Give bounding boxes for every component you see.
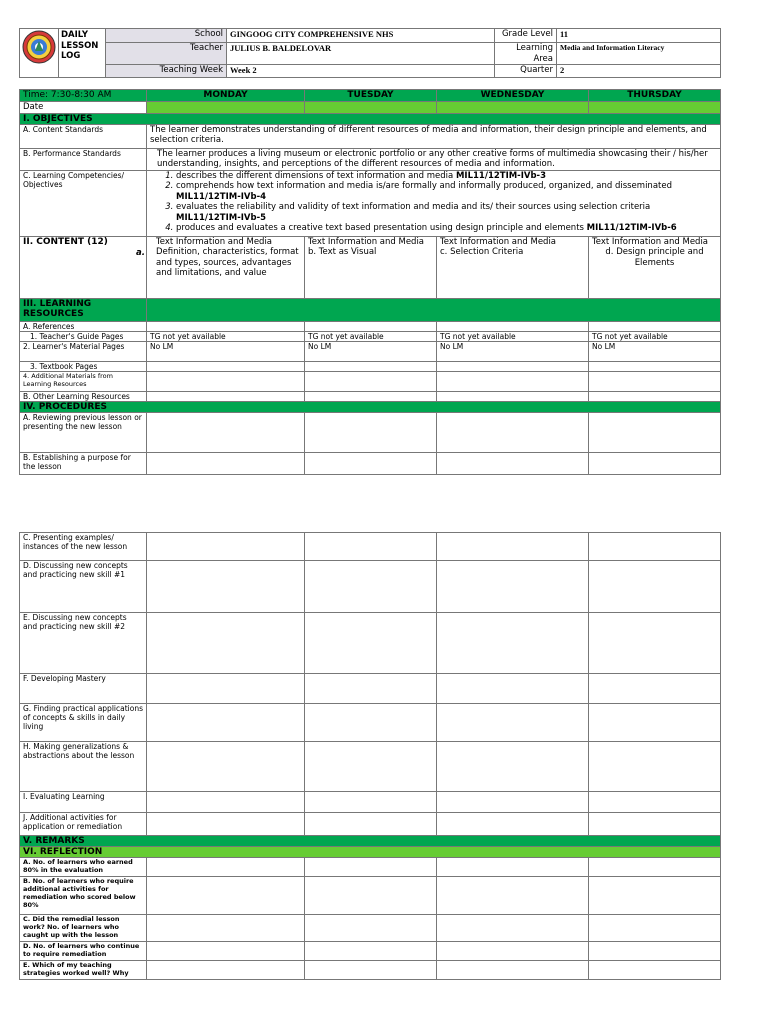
thursday-header: THURSDAY	[589, 90, 721, 102]
week-value: Week 2	[227, 65, 495, 78]
competencies-list	[147, 170, 721, 236]
wednesday-header: WEDNESDAY	[437, 90, 589, 102]
procedure-d-label: D. Discussing new concepts and practicing new skill #1	[20, 561, 147, 613]
week-label: Teaching Week	[106, 65, 227, 78]
reflection-d-label: D. No. of learners who continue to require remediation	[20, 942, 147, 961]
date-thu	[589, 102, 721, 114]
remarks-heading: V. REMARKS	[20, 836, 721, 847]
additional-materials-label: 4. Additional Materials from Learning Resources	[20, 371, 147, 391]
date-mon	[147, 102, 305, 114]
procedure-f-label: F. Developing Mastery	[20, 674, 147, 704]
procedure-j-label: J. Additional activities for application or remediation	[20, 813, 147, 836]
grade-label: Grade Level	[495, 29, 557, 43]
procedure-a-label: A. Reviewing previous lesson or presenting the new lesson	[20, 412, 147, 452]
content-label: II. CONTENT (12)	[20, 236, 147, 298]
procedures-heading: IV. PROCEDURES	[20, 401, 721, 412]
lm-wed: No LM	[437, 341, 589, 361]
school-value: GINGOOG CITY COMPREHENSIVE NHS	[227, 29, 495, 43]
dll-title: DAILY LESSON LOG	[59, 29, 106, 78]
lm-pages-label: 2. Learner's Material Pages	[20, 341, 147, 361]
dll-continued-table	[19, 532, 721, 980]
lm-mon: No LM	[147, 341, 305, 361]
area-label: Learning Area	[495, 43, 557, 65]
teacher-label: Teacher	[106, 43, 227, 65]
lm-thu: No LM	[589, 341, 721, 361]
textbook-label: 3. Textbook Pages	[20, 361, 147, 371]
procedure-g-label: G. Finding practical applications of concepts & skills in daily living	[20, 704, 147, 742]
procedure-h-label: H. Making generalizations & abstractions about the lesson	[20, 742, 147, 792]
objectives-heading: I. OBJECTIVES	[20, 113, 721, 124]
header-table	[19, 28, 721, 78]
tg-thu: TG not yet available	[589, 331, 721, 341]
reflection-a-label: A. No. of learners who earned 80% in the evaluation	[20, 858, 147, 877]
tg-tue: TG not yet available	[305, 331, 437, 341]
competency-item: 2. comprehends how text information and media is/are formally and informally produced, organized, and disseminated MIL11/12TIM-IVb-4	[176, 181, 717, 202]
quarter-label: Quarter	[495, 65, 557, 78]
lm-tue: No LM	[305, 341, 437, 361]
procedure-b-label: B. Establishing a purpose for the lesson	[20, 452, 147, 474]
reflection-e-label: E. Which of my teaching strategies worked well? Why	[20, 961, 147, 980]
content-thursday: Text Information and Media d. Design principle and Elements	[589, 236, 721, 298]
time-cell: Time: 7:30-8:30 AM	[20, 90, 147, 102]
tg-mon: TG not yet available	[147, 331, 305, 341]
procedure-c-label: C. Presenting examples/ instances of the new lesson	[20, 533, 147, 561]
date-wed	[437, 102, 589, 114]
quarter-value: 2	[557, 65, 721, 78]
competency-item: 3. evaluates the reliability and validity of text information and media and its/ their sources using selection criteria MIL11/12TIM-IVb-5	[176, 202, 717, 223]
content-standards-label: A. Content Standards	[20, 124, 147, 148]
content-wednesday: Text Information and Media c. Selection Criteria	[437, 236, 589, 298]
other-resources-label: B. Other Learning Resources	[20, 391, 147, 401]
content-tuesday: Text Information and Media b. Text as Visual	[305, 236, 437, 298]
grade-value: 11	[557, 29, 721, 43]
content-standards-text: The learner demonstrates understanding of different resources of media and information, their design principle and elements, and selection criteria.	[147, 124, 721, 148]
tuesday-header: TUESDAY	[305, 90, 437, 102]
performance-standards-text: The learner produces a living museum or electronic portfolio or any other creative forms of multimedia showcasing their / his/her understanding, insights, and perceptions of the different resources of media and information.	[147, 148, 721, 170]
competencies-label: C. Learning Competencies/ Objectives	[20, 170, 147, 236]
resources-heading: III. LEARNING RESOURCES	[20, 298, 147, 321]
reflection-c-label: C. Did the remedial lesson work? No. of learners who caught up with the lesson	[20, 915, 147, 942]
performance-standards-label: B. Performance Standards	[20, 148, 147, 170]
tg-pages-label: 1. Teacher's Guide Pages	[20, 331, 147, 341]
area-value: Media and Information Literacy	[557, 43, 721, 65]
procedure-e-label: E. Discussing new concepts and practicing new skill #2	[20, 613, 147, 674]
teacher-value: JULIUS B. BALDELOVAR	[227, 43, 495, 65]
school-seal	[20, 29, 59, 78]
monday-header: MONDAY	[147, 90, 305, 102]
procedure-i-label: I. Evaluating Learning	[20, 792, 147, 813]
reflection-heading: VI. REFLECTION	[20, 847, 721, 858]
school-label: School	[106, 29, 227, 43]
reflection-b-label: B. No. of learners who require additional activities for remediation who scored below 80%	[20, 877, 147, 915]
content-monday: a. Text Information and Media Definition, characteristics, format and types, sources, advantages and limitations, and value	[147, 236, 305, 298]
competency-item: 1. describes the different dimensions of text information and media MIL11/12TIM-IVb-3	[176, 171, 717, 182]
references-label: A. References	[20, 321, 147, 331]
dll-main-table	[19, 89, 721, 475]
content-marker: a.	[136, 247, 145, 258]
date-tue	[305, 102, 437, 114]
tg-wed: TG not yet available	[437, 331, 589, 341]
date-label: Date	[20, 102, 147, 114]
deped-seal-icon	[22, 30, 56, 64]
competency-item: 4. produces and evaluates a creative text based presentation using design principle and elements MIL11/12TIM-IVb-6	[176, 223, 717, 234]
